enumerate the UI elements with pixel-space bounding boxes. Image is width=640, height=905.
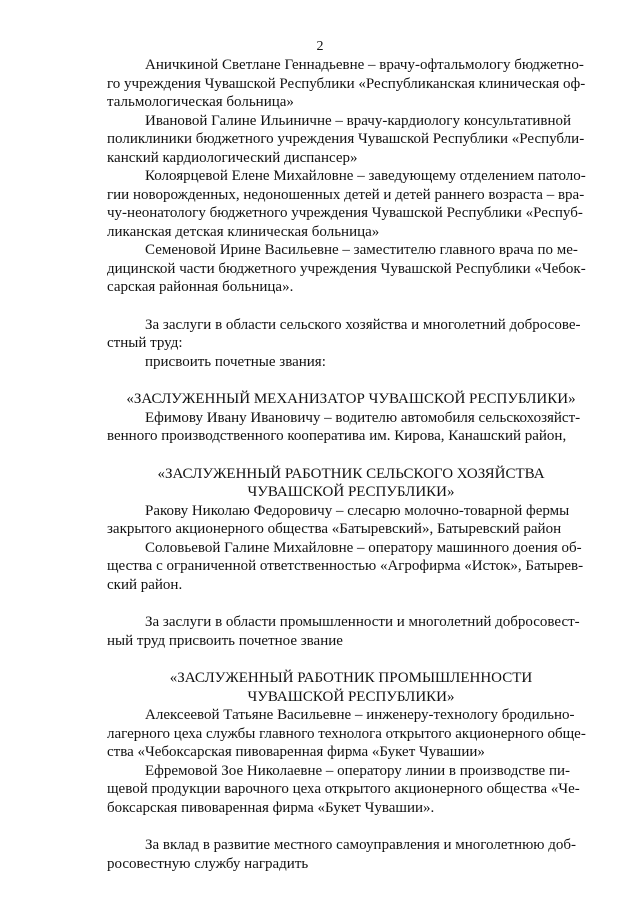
title-honored-agriculture-worker <box>107 465 595 502</box>
text-line: Колоярцевой Елене Михайловне – заведующему отделением патоло- <box>145 168 586 184</box>
local-government-intro <box>107 836 595 873</box>
text-line: поликлиники бюджетного учреждения Чувашской Республики «Республи- <box>107 131 585 147</box>
spacer <box>107 297 595 316</box>
spacer <box>107 446 595 465</box>
text-line: Соловьевой Галине Михайловне – оператору машинного доения об- <box>145 539 582 556</box>
agriculture-intro <box>107 316 595 353</box>
text-line: го учреждения Чувашской Республики «Республиканская клиническая оф- <box>107 75 586 92</box>
text-line: щества с ограниченной ответственностью «Агрофирма «Исток», Батырев- <box>107 558 584 574</box>
text-line: Семеновой Ирине Васильевне – заместителю главного врача по ме- <box>145 242 578 258</box>
industry-intro <box>107 613 595 650</box>
text-line: Ефремовой Зое Николаевне – оператору линии в производстве пи- <box>145 762 571 779</box>
spacer <box>107 594 595 613</box>
title-honored-mechanic <box>107 390 595 409</box>
text-line: ства «Чебоксарская пивоваренная фирма «Букет Чувашии» <box>107 744 485 760</box>
text-line: «ЗАСЛУЖЕННЫЙ РАБОТНИК ПРОМЫШЛЕННОСТИ <box>169 670 533 686</box>
text-line: боксарская пивоваренная фирма «Букет Чувашии». <box>107 799 435 816</box>
text-line: Ракову Николаю Федоровичу – слесарю молочно-товарной фермы <box>145 502 570 519</box>
award-entry-ivanova <box>107 112 595 168</box>
spacer <box>107 817 595 836</box>
text-line: стный труд: <box>107 335 183 351</box>
title-honored-industry-worker <box>107 669 595 706</box>
text-line: За заслуги в области промышленности и многолетний добросовест- <box>145 614 580 630</box>
award-entry-efimov <box>107 409 595 446</box>
award-entry-rakov <box>107 502 595 539</box>
text-line: Ефимову Ивану Ивановичу – водителю автомобиля сельскохозяйст- <box>145 409 581 426</box>
award-entry-solovyeva <box>107 539 595 595</box>
assign-titles <box>107 353 595 372</box>
spacer <box>107 371 595 390</box>
text-line: росовестную службу наградить <box>107 855 309 872</box>
text-line: ский район. <box>107 576 183 593</box>
text-line: ный труд присвоить почетное звание <box>107 632 343 649</box>
text-line: присвоить почетные звания: <box>145 353 326 370</box>
text-line: закрытого акционерного общества «Батыревский», Батыревский район <box>107 521 562 537</box>
award-entry-efremova <box>107 762 595 818</box>
text-line: сарская районная больница». <box>107 279 294 295</box>
text-line: «ЗАСЛУЖЕННЫЙ МЕХАНИЗАТОР ЧУВАШСКОЙ РЕСПУБЛИКИ» <box>126 391 576 407</box>
text-line: венного производственного кооператива им. Кирова, Канашский район, <box>107 428 567 444</box>
text-line: дицинской части бюджетного учреждения Чувашской Республики «Чебок- <box>107 260 586 277</box>
text-line: ЧУВАШСКОЙ РЕСПУБЛИКИ» <box>247 688 455 705</box>
document-body <box>107 56 595 873</box>
text-line: За вклад в развитие местного самоуправления и многолетнюю доб- <box>145 837 576 853</box>
text-line: Ивановой Галине Ильиничне – врачу-кардиологу консультативной <box>145 112 572 129</box>
award-entry-semenova <box>107 241 595 297</box>
text-line: канский кардиологический диспансер» <box>107 149 358 166</box>
text-line: «ЗАСЛУЖЕННЫЙ РАБОТНИК СЕЛЬСКОГО ХОЗЯЙСТВА <box>157 465 545 482</box>
award-entry-alekseeva <box>107 706 595 762</box>
award-entry-koloyartseva <box>107 167 595 241</box>
text-line: ликанская детская клиническая больница» <box>107 223 380 240</box>
text-line: ЧУВАШСКОЙ РЕСПУБЛИКИ» <box>247 484 455 500</box>
text-line: лагерного цеха службы главного технолога открытого акционерного обще- <box>107 725 586 742</box>
spacer <box>107 650 595 669</box>
page-number: 2 <box>316 39 324 54</box>
text-line: тальмологическая больница» <box>107 94 294 110</box>
text-line: За заслуги в области сельского хозяйства и многолетний добросове- <box>145 316 581 333</box>
text-line: Алексеевой Татьяне Васильевне – инженеру-технологу бродильно- <box>145 707 575 723</box>
text-line: щевой продукции варочного цеха открытого акционерного общества «Че- <box>107 781 580 797</box>
text-line: гии новорожденных, недоношенных детей и детей раннего возраста – вра- <box>107 186 585 203</box>
award-entry-anichkina <box>107 56 595 112</box>
text-line: чу-неонатологу бюджетного учреждения Чувашской Республики «Респуб- <box>107 205 583 221</box>
text-line: Аничкиной Светлане Геннадьевне – врачу-офтальмологу бюджетно- <box>145 57 584 73</box>
